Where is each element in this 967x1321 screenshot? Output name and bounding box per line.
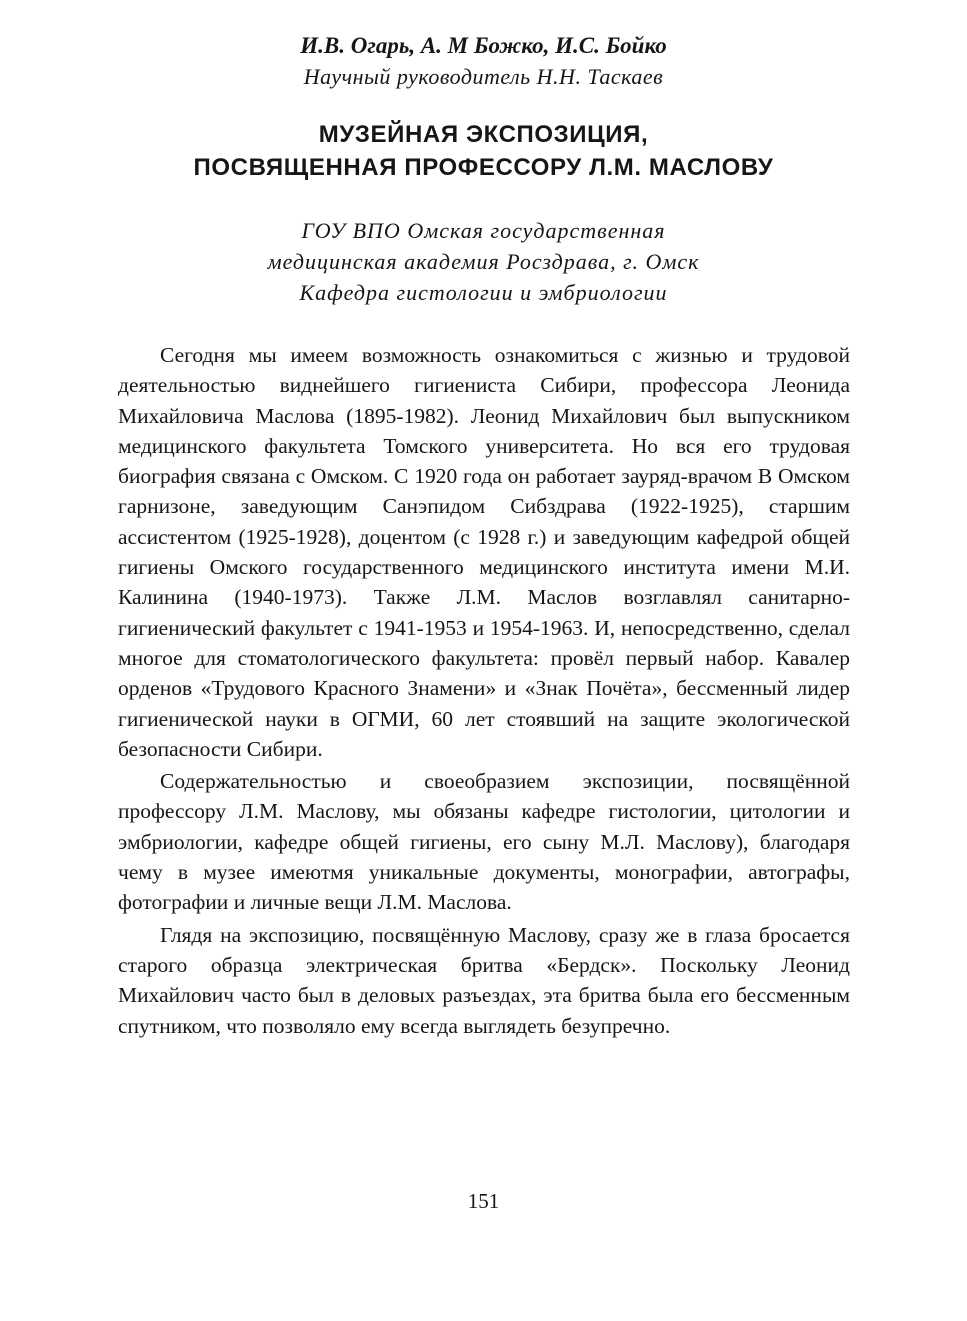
supervisor-line: Научный руководитель Н.Н. Таскаев [303, 64, 664, 89]
body-paragraph-1: Сегодня мы имеем возможность ознакомиться с жизнью и трудовой деятельностью виднейшего гигиениста Сибири, профессора Леонида Михайловича Маслова (1895-1982). Леонид Михайлович был выпускником медицинского факультета Томского университета. Но вся его трудовая биография связана с Омском. С 1920 года он работает зауряд-врачом В Омском гарнизоне, заведующим Санэпидом Сибздрава (1922-1925), старшим ассистентом (1925-1928), доцентом (с 1928 г.) и заведующим кафедрой общей гигиены Омского государственного медицинского института имени М.И. Калинина (1940-1973). Также Л.М. Маслов возглавлял санитарно-гигиенический факультет с 1941-1953 и 1954-1963. И, непосредственно, сделал многое для стоматологического факультета: провёл первый набор. Кавалер орденов «Трудового Красного Знамени» и «Знак Почёта», бессменный лидер гигиенической науки в ОГМИ, 60 лет стоявший на защите экологической безопасности Сибири. [118, 343, 850, 761]
authors-line: И.В. Огарь, А. М Божко, И.С. Бойко [300, 33, 667, 58]
article-title [0, 118, 967, 184]
page-number: 151 [467, 1189, 500, 1213]
affiliation-block [0, 215, 967, 308]
body-paragraph-3: Глядя на экспозицию, посвящённую Маслову, сразу же в глаза бросается старого образца электрическая бритва «Бердск». Поскольку Леонид Михайлович часто был в деловых разъездах, эта бритва была его бессменным спутником, что позволяло ему всегда выглядеть безупречно. [118, 922, 850, 1038]
article-title-line-1: МУЗЕЙНАЯ ЭКСПОЗИЦИЯ, [318, 121, 649, 148]
affiliation-line-3: Кафедра гистологии и эмбриологии [299, 280, 668, 305]
affiliation-line-1: ГОУ ВПО Омская государственная [301, 218, 666, 243]
body-text [118, 340, 850, 1041]
affiliation-line-2: медицинская академия Росздрава, г. Омск [267, 249, 700, 274]
article-title-line-2: ПОСВЯЩЕННАЯ ПРОФЕССОРУ Л.М. МАСЛОВУ [193, 154, 774, 181]
body-paragraph-2: Содержательностью и своеобразием экспозиции, посвящённой профессору Л.М. Маслову, мы обязаны кафедре гистологии, цитологии и эмбриологии, кафедре общей гигиены, его сыну М.Л. Маслову), благодаря чему в музее имеютмя уникальные документы, монографии, автографы, фотографии и личные вещи Л.М. Маслова. [118, 769, 850, 915]
